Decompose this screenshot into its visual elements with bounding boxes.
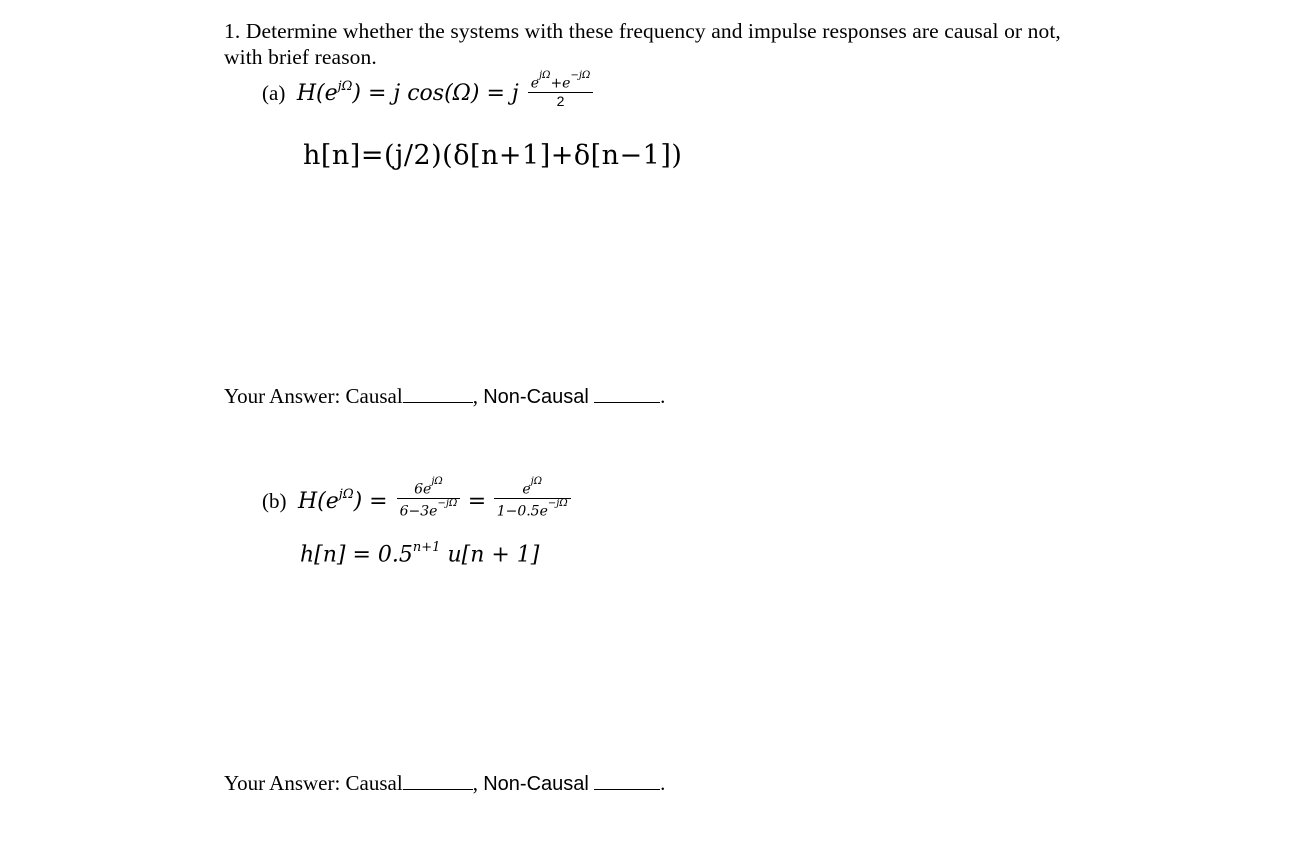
question-text: Determine whether the systems with these frequency and impulse responses are causal or not,	[245, 19, 1061, 43]
question-line-2: with brief reason.	[224, 45, 377, 69]
part-a-frac-num-sup-1: jΩ	[539, 70, 551, 81]
part-b-frac1-den: 6−3e	[399, 503, 438, 520]
part-b-equals: =	[467, 489, 487, 515]
part-b-frac2-den-sup: −jΩ	[547, 497, 568, 509]
part-a-frac-num-sup-2: −jΩ	[570, 70, 591, 81]
answer-a-prefix: Your Answer: Causal	[224, 384, 403, 408]
part-a-impulse-response: h[n]=(j/2)(δ[n+1]+δ[n−1])	[303, 140, 683, 171]
part-b-impulse-lhs: h[n] = 0.5	[300, 542, 413, 568]
part-b-impulse-sup: n+1	[412, 540, 441, 555]
answer-a-noncausal-label: Non-Causal	[483, 386, 589, 408]
part-b-label: (b)	[262, 489, 287, 514]
part-b-fraction-1	[397, 478, 461, 520]
answer-a-line	[224, 384, 665, 409]
part-b-frac2-den: 1−0.5e	[496, 503, 548, 520]
question-line-1	[224, 19, 1061, 44]
question-number: 1.	[224, 19, 241, 43]
part-b-frac2-num: e	[522, 481, 531, 498]
part-b-frac1-den-sup: −jΩ	[437, 497, 458, 509]
answer-b-noncausal-blank[interactable]	[594, 771, 660, 790]
answer-b-line	[224, 771, 665, 796]
part-a-freq-lhs-sup: jΩ	[337, 78, 353, 94]
answer-a-end: .	[660, 384, 666, 408]
answer-b-causal-blank[interactable]	[403, 771, 473, 790]
part-b-fraction-2	[494, 478, 571, 520]
part-a-freq-mid: ) = j cos(Ω) = j	[352, 80, 519, 106]
part-a-freq-lhs: H(e	[296, 80, 338, 106]
answer-a-causal-blank[interactable]	[403, 384, 473, 403]
answer-b-sep: ,	[472, 771, 478, 795]
part-b-impulse-rhs: u[n + 1]	[440, 542, 540, 568]
answer-a-sep: ,	[472, 384, 478, 408]
part-b-freq-eq: ) =	[353, 489, 388, 515]
part-b-frac2-num-sup: jΩ	[530, 476, 543, 487]
part-a-frac-num-2: +e	[550, 75, 571, 92]
part-b-freq-lhs: H(e	[298, 489, 339, 515]
part-b-frac1-num-sup: jΩ	[431, 476, 443, 487]
part-b-freq-lhs-sup: jΩ	[338, 486, 354, 502]
answer-b-prefix: Your Answer: Causal	[224, 771, 403, 795]
answer-b-end: .	[660, 771, 666, 795]
part-a-frac-den: 2	[528, 92, 594, 110]
answer-b-noncausal-label: Non-Causal	[483, 773, 589, 795]
part-b-impulse-response	[300, 542, 539, 567]
part-a-frac-num-1: e	[530, 75, 540, 92]
part-a-label: (a)	[262, 80, 286, 105]
answer-a-noncausal-blank[interactable]	[594, 384, 660, 403]
part-a-fraction	[528, 72, 594, 110]
part-b-frac1-num: 6e	[414, 481, 432, 498]
